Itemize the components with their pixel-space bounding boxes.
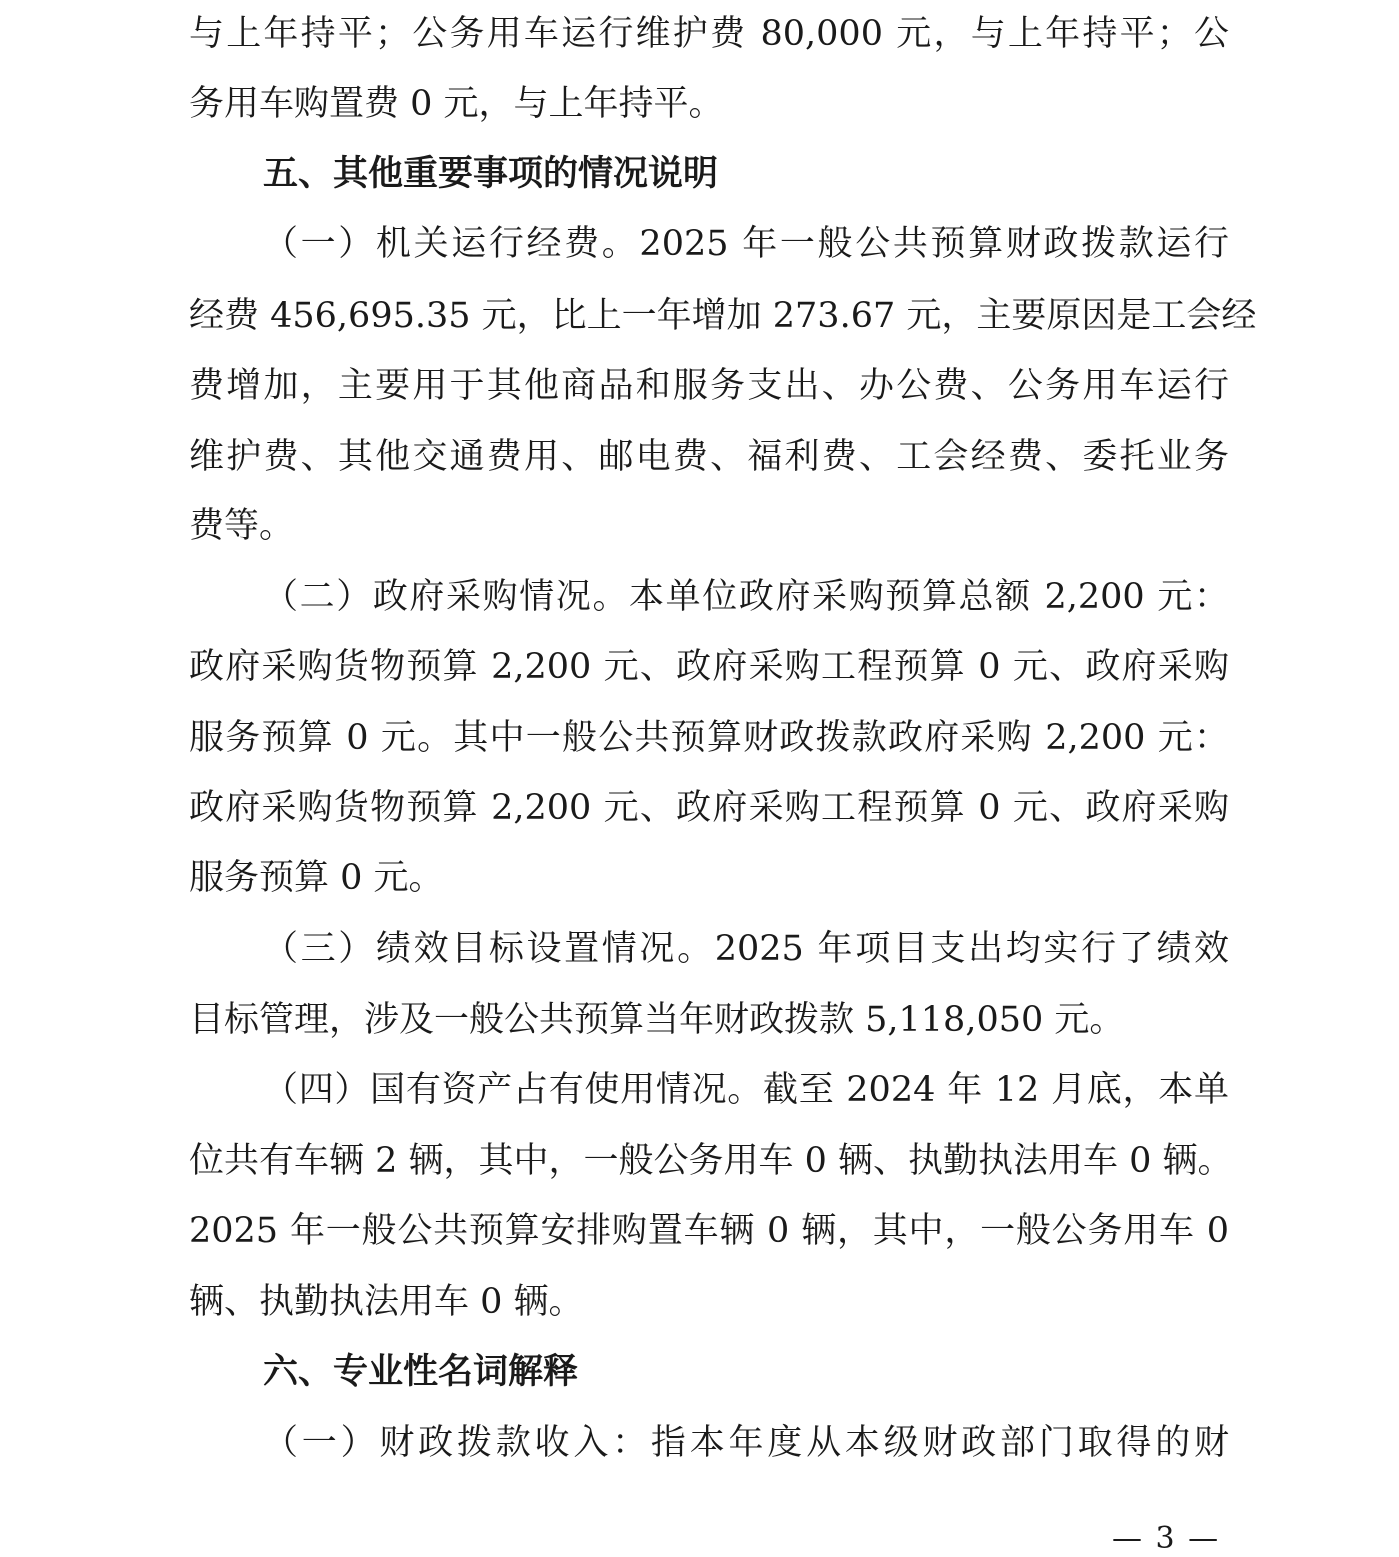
page-number: — 3 —	[1112, 1521, 1221, 1556]
paragraph-line: 位共有车辆 2 辆，其中，一般公务用车 0 辆、执勤执法用车 0 辆。	[189, 1141, 1233, 1181]
paragraph-line: （三）绩效目标设置情况。2025 年项目支出均实行了绩效	[263, 929, 1229, 969]
paragraph-line: （四）国有资产占有使用情况。截至 2024 年 12 月底，本单	[263, 1070, 1229, 1110]
section-heading: 五、其他重要事项的情况说明	[263, 154, 719, 194]
body-text-line: 与上年持平；公务用车运行维护费 80,000 元，与上年持平；公	[189, 14, 1229, 54]
paragraph-line: 政府采购货物预算 2,200 元、政府采购工程预算 0 元、政府采购	[189, 647, 1229, 687]
paragraph-line: 经费 456,695.35 元，比上一年增加 273.67 元，主要原因是工会经	[189, 296, 1257, 336]
paragraph-line: 2025 年一般公共预算安排购置车辆 0 辆，其中，一般公务用车 0	[189, 1211, 1229, 1251]
paragraph-line: 服务预算 0 元。其中一般公共预算财政拨款政府采购 2,200 元：	[189, 718, 1229, 758]
paragraph-line: （一）财政拨款收入：指本年度从本级财政部门取得的财	[263, 1423, 1229, 1463]
body-text-line: 务用车购置费 0 元，与上年持平。	[189, 84, 724, 124]
paragraph-line: 服务预算 0 元。	[189, 858, 444, 898]
paragraph-line: （二）政府采购情况。本单位政府采购预算总额 2,200 元：	[263, 577, 1229, 617]
paragraph-line: 目标管理，涉及一般公共预算当年财政拨款 5,118,050 元。	[189, 1000, 1125, 1040]
paragraph-line: （一）机关运行经费。2025 年一般公共预算财政拨款运行	[263, 224, 1229, 264]
paragraph-line: 政府采购货物预算 2,200 元、政府采购工程预算 0 元、政府采购	[189, 788, 1229, 828]
paragraph-line: 费等。	[189, 506, 295, 546]
paragraph-line: 辆、执勤执法用车 0 辆。	[189, 1282, 584, 1322]
paragraph-line: 费增加，主要用于其他商品和服务支出、办公费、公务用车运行	[189, 366, 1229, 406]
section-heading: 六、专业性名词解释	[263, 1352, 579, 1392]
paragraph-line: 维护费、其他交通费用、邮电费、福利费、工会经费、委托业务	[189, 437, 1229, 477]
